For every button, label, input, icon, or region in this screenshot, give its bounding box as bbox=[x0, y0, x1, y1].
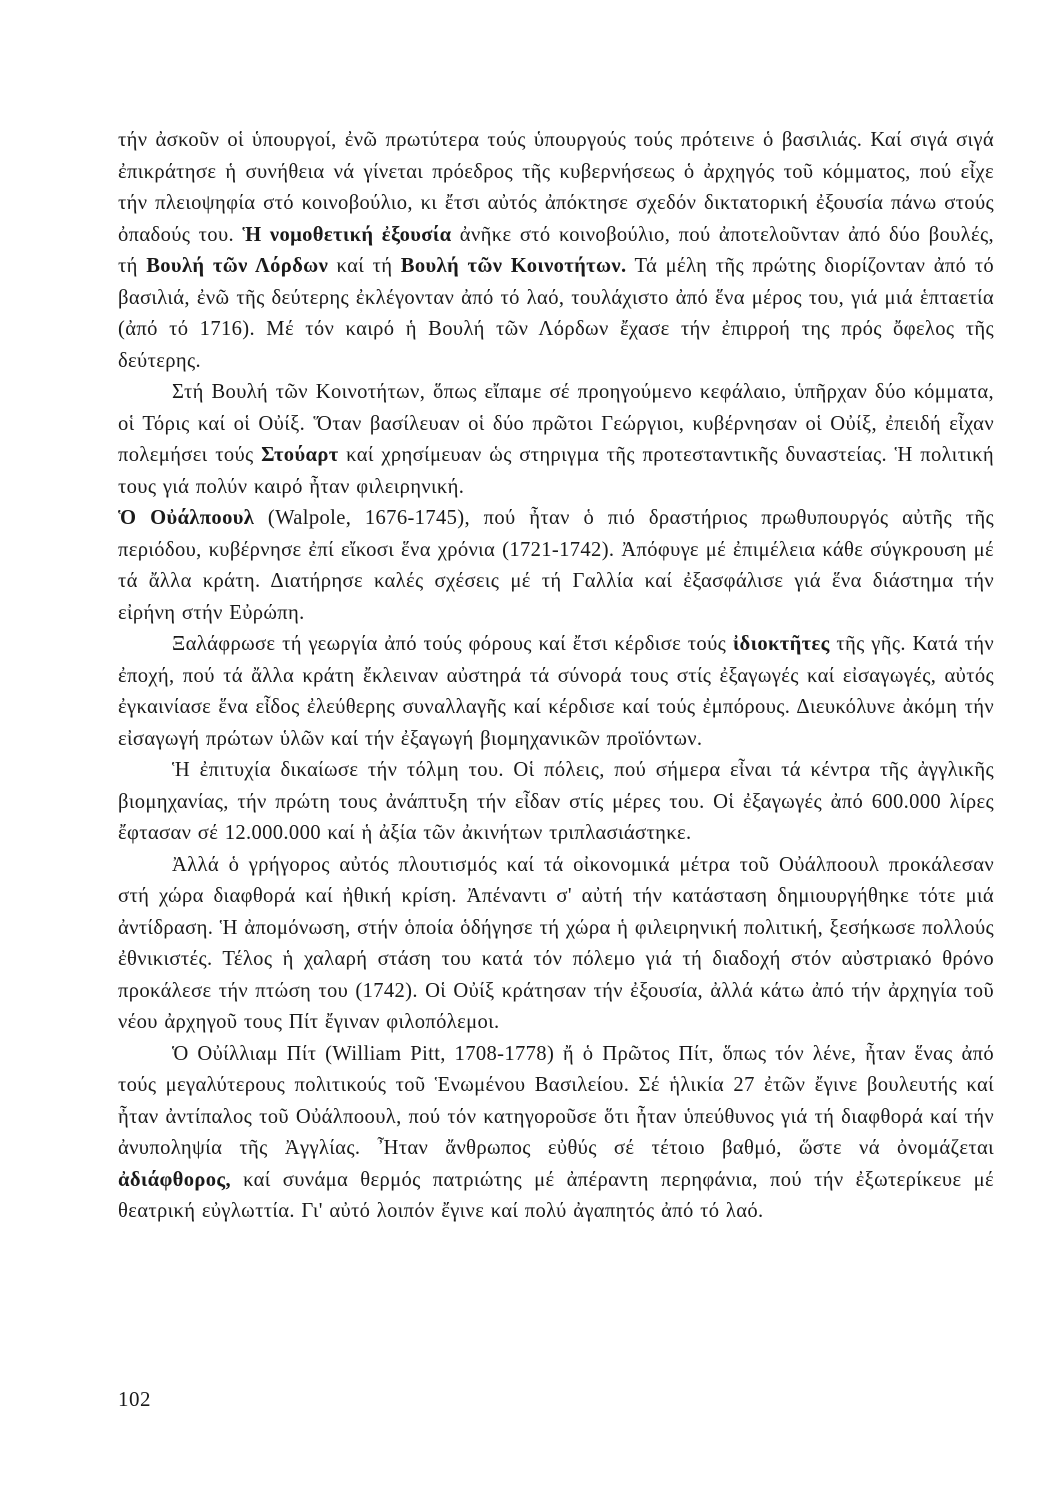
text-run: Στή Βουλή τῶν Κοινοτήτων, ὅπως εἴπαμε σέ προηγούμενο κεφάλαιο, ὑπῆρχαν δύο κόμματα, οἱ Τόρις καί οἱ Οὐίξ. Ὅταν βασίλευαν οἱ δύο πρῶτοι Γεώργιοι, κυβέρνησαν οἱ Οὐίξ, ἐπειδή εἶχαν πολεμήσει τούς bbox=[118, 381, 994, 466]
bold-term: Βουλή τῶν Κοινοτήτων. bbox=[400, 255, 627, 277]
paragraph bbox=[118, 125, 994, 377]
bold-term: ἀδιάφθορος, bbox=[118, 1168, 231, 1191]
paragraph bbox=[118, 377, 994, 503]
text-run: καί χρησίμευαν ὡς στηριγμα τῆς προτεσταντικῆς δυναστείας. Ἡ πολιτική τους γιά πολύν καιρό ἦταν φιλειρηνική. bbox=[118, 444, 994, 498]
bold-term: Ἡ νομοθετική ἐξουσία bbox=[242, 223, 452, 246]
text-run: (Walpole, 1676-1745), πού ἦταν ὁ πιό δραστήριος πρωθυπουργός αὐτῆς τῆς περιόδου, κυβέρνησε ἐπί εἴκοσι ἕνα χρόνια (1721-1742). Ἀπόφυγε μέ ἐπιμέλεια κάθε σύγκρουση μέ τά ἄλλα κράτη. Διατήρησε καλές σχέσεις μέ τή Γαλλία καί ἐξασφάλισε γιά ἕνα διάστημα τήν εἰρήνη στήν Εὐρώπη. bbox=[118, 507, 995, 624]
text-run: Ὁ Οὐίλλιαμ Πίτ (William Pitt, 1708-1778) ἤ ὁ Πρῶτος Πίτ, ὅπως τόν λένε, ἦταν ἕνας ἀπό τούς μεγαλύτερους πολιτικούς τοῦ Ἑνωμένου Βασιλείου. Σέ ἡλικία 27 ἐτῶν ἔγινε βουλευτής καί ἦταν ἀντίπαλος τοῦ Οὐάλποουλ, πού τόν κατηγοροῦσε ὅτι ἦταν ὑπεύθυνος γιά τή διαφθορά καί τήν ἀνυποληψία τῆς Ἀγγλίας. Ἦταν ἄνθρωπος εὐθύς σέ τέτοιο βαθμό, ὥστε νά ὀνομάζεται bbox=[118, 1042, 994, 1159]
text-run: Ἀλλά ὁ γρήγορος αὐτός πλουτισμός καί τά οἰκονομικά μέτρα τοῦ Οὐάλποουλ προκάλεσαν στή χώρα διαφθορά καί ἠθική κρίση. Ἀπέναντι σ' αὐτή τήν κατάσταση δημιουργήθηκε τότε μιά ἀντίδραση. Ἡ ἀπομόνωση, στήν ὁποία ὁδήγησε τή χώρα ἡ φιλειρηνική πολιτική, ξεσήκωσε πολλούς ἐθνικιστές. Τέλος ἡ χαλαρή στάση του κατά τόν πόλεμο γιά τή διαδοχή στόν αὐστριακό θρόνο προκάλεσε τήν πτώση του (1742). Οἱ Οὐίξ κράτησαν τήν ἐξουσία, ἀλλά κάτω ἀπό τήν ἀρχηγία τοῦ νέου ἀρχηγοῦ τους Πίτ ἔγιναν φιλοπόλεμοι. bbox=[118, 853, 994, 1033]
text-run: καί συνάμα θερμός πατριώτης μέ ἀπέραντη περηφάνια, πού τήν ἐξωτερίκευε μέ θεατρική εὐγλωττία. Γι' αὐτό λοιπόν ἔγινε καί πολύ ἀγαπητός ἀπό τό λαό. bbox=[118, 1168, 994, 1222]
page-body bbox=[118, 125, 994, 1455]
paragraph bbox=[118, 755, 994, 850]
bold-term: ἰδιοκτῆτες bbox=[732, 633, 830, 655]
bold-term: Στούαρτ bbox=[261, 444, 339, 466]
bold-term: Ὁ Οὐάλποουλ bbox=[118, 507, 255, 529]
text-run: Ἡ ἐπιτυχία δικαίωσε τήν τόλμη του. Οἱ πόλεις, πού σήμερα εἶναι τά κέντρα τῆς ἀγγλικῆς βιομηχανίας, τήν πρώτη τους ἀνάπτυξη τήν εἶδαν στίς μέρες του. Οἱ ἐξαγωγές ἀπό 600.000 λίρες ἔφτασαν σέ 12.000.000 καί ἡ ἀξία τῶν ἀκινήτων τριπλασιάστηκε. bbox=[118, 759, 994, 844]
text-run: ἀνῆκε στό κοινοβούλιο, πού ἀποτελοῦνταν ἀπό δύο βουλές, τή bbox=[118, 223, 994, 277]
text-run: τήν ἀσκοῦν οἱ ὑπουργοί, ἐνῶ πρωτύτερα τούς ὑπουργούς τούς πρότεινε ὁ βασιλιάς. Καί σιγά σιγά ἐπικράτησε ἡ συνήθεια νά γίνεται πρόεδρος τῆς κυβερνήσεως ὁ ἀρχηγός τοῦ κόμματος, πού εἶχε τήν πλειοψηφία στό κοινοβούλιο, κι ἔτσι αὐτός ἀπόκτησε σχεδόν δικτατορική ἐξουσία πάνω στούς ὀπαδούς του. bbox=[118, 129, 994, 246]
text-run: τῆς γῆς. Κατά τήν ἐποχή, πού τά ἄλλα κράτη ἔκλειναν αὐστηρά τά σύνορά τους στίς ἐξαγωγές καί εἰσαγωγές, αὐτός ἐγκαινίασε ἕνα εἶδος ἐλεύθερης συναλλαγῆς καί κέρδισε καί τούς ἐμπόρους. Διευκόλυνε ἀκόμη τήν εἰσαγωγή πρώτων ὑλῶν καί τήν ἐξαγωγή βιομηχανικῶν προϊόντων. bbox=[118, 633, 995, 750]
paragraph bbox=[118, 503, 994, 629]
paragraph bbox=[118, 1039, 994, 1228]
bold-term: Βουλή τῶν Λόρδων bbox=[146, 255, 329, 277]
paragraph bbox=[118, 850, 994, 1039]
text-run: Ξαλάφρωσε τή γεωργία ἀπό τούς φόρους καί ἔτσι κέρδισε τούς bbox=[172, 633, 733, 655]
page-number: 102 bbox=[118, 1387, 151, 1411]
text-run: Τά μέλη τῆς πρώτης διορίζονταν ἀπό τό βασιλιά, ἐνῶ τῆς δεύτερης ἐκλέγονταν ἀπό τό λαό, τουλάχιστο ἀπό ἕνα μέρος του, γιά μιά ἑπταετία (ἀπό τό 1716). Μέ τόν καιρό ἡ Βουλή τῶν Λόρδων ἔχασε τήν ἐπιρροή της πρός ὄφελος τῆς δεύτερης. bbox=[118, 255, 994, 372]
paragraph bbox=[118, 629, 994, 755]
text-run: καί τή bbox=[328, 255, 401, 277]
